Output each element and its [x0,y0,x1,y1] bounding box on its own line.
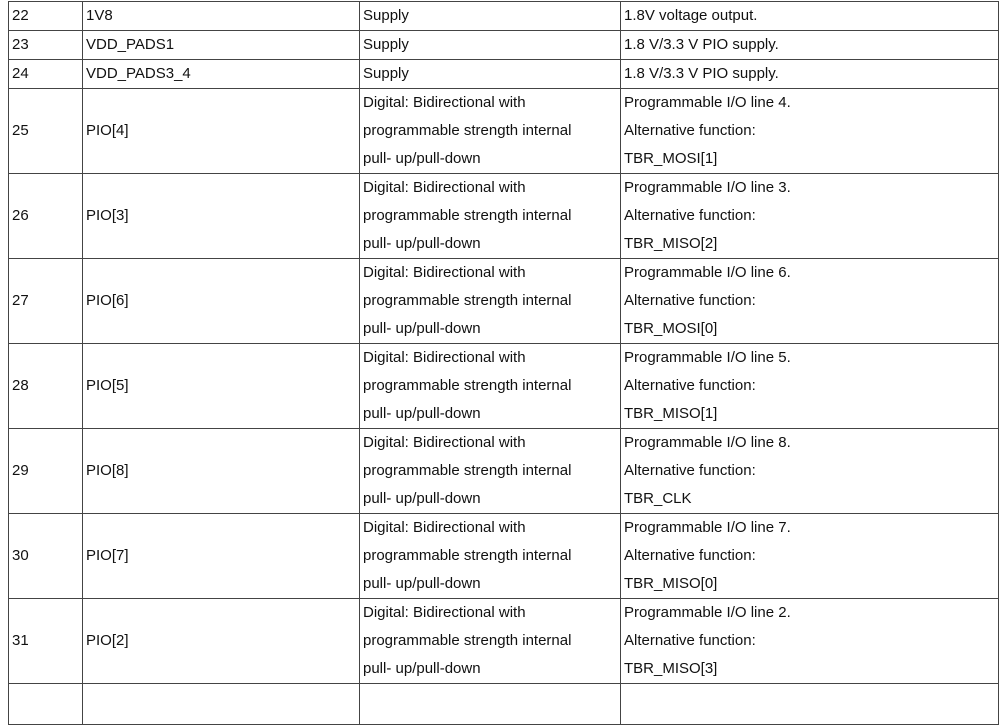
pin-name-cell: VDD_PADS3_4 [83,60,360,89]
table-row [9,60,999,89]
pad-type-line: Supply [363,36,409,53]
pad-type-cell [360,2,621,31]
pin-name-cell: PIO[8] [83,429,360,514]
pin-number-cell: 23 [9,31,83,60]
pad-type-line: pull- up/pull-down [363,660,481,677]
description-line: 1.8 V/3.3 V PIO supply. [624,65,779,82]
table-body [9,2,999,725]
description-cell [621,429,999,514]
pin-number-cell: 26 [9,174,83,259]
description-line: Programmable I/O line 7. [624,519,791,536]
description-line: TBR_MISO[0] [624,575,718,592]
pin-name-cell: PIO[4] [83,89,360,174]
description-cell [621,174,999,259]
pad-type-line: programmable strength internal [363,632,572,649]
pin-name-cell: VDD_PADS1 [83,31,360,60]
pin-name-cell: 1V8 [83,2,360,31]
description-line: Alternative function: [624,292,756,309]
pad-type-line: Digital: Bidirectional with [363,264,526,281]
description-cell [621,2,999,31]
pin-number-cell: 25 [9,89,83,174]
description-line: Alternative function: [624,632,756,649]
pin-name-cell: PIO[7] [83,514,360,599]
description-cell [621,31,999,60]
table-row [9,31,999,60]
description-cell [621,259,999,344]
table-row [9,599,999,684]
pad-type-line: programmable strength internal [363,122,572,139]
table-row [9,259,999,344]
table-row [9,344,999,429]
description-line: Programmable I/O line 2. [624,604,791,621]
pin-number-cell: 29 [9,429,83,514]
pad-type-line: Digital: Bidirectional with [363,179,526,196]
pad-type-cell [360,514,621,599]
pad-type-line: programmable strength internal [363,207,572,224]
pad-type-cell [360,259,621,344]
pad-type-line: Digital: Bidirectional with [363,94,526,111]
empty-cell [83,684,360,725]
table-row [9,2,999,31]
pin-number-cell: 28 [9,344,83,429]
description-line: 1.8 V/3.3 V PIO supply. [624,36,779,53]
pin-number-cell: 30 [9,514,83,599]
description-line: Alternative function: [624,207,756,224]
description-line: TBR_MISO[3] [624,660,718,677]
pad-type-line: Supply [363,65,409,82]
description-line: Programmable I/O line 3. [624,179,791,196]
pad-type-line: programmable strength internal [363,462,572,479]
empty-cell [9,684,83,725]
pin-name-cell: PIO[2] [83,599,360,684]
pad-type-line: Digital: Bidirectional with [363,434,526,451]
description-line: Programmable I/O line 4. [624,94,791,111]
description-line: Alternative function: [624,122,756,139]
pin-name-cell: PIO[6] [83,259,360,344]
table-row [9,514,999,599]
description-line: TBR_MISO[1] [624,405,718,422]
description-line: 1.8V voltage output. [624,7,758,24]
pad-type-line: pull- up/pull-down [363,405,481,422]
pin-number-cell: 31 [9,599,83,684]
empty-cell [360,684,621,725]
pin-number-cell: 22 [9,2,83,31]
pad-type-cell [360,344,621,429]
description-cell [621,344,999,429]
description-line: TBR_MOSI[1] [624,150,718,167]
pad-type-line: pull- up/pull-down [363,320,481,337]
pad-type-cell [360,599,621,684]
description-line: Programmable I/O line 8. [624,434,791,451]
description-cell [621,89,999,174]
pin-name-cell: PIO[5] [83,344,360,429]
pad-type-line: pull- up/pull-down [363,235,481,252]
description-line: TBR_CLK [624,490,692,507]
pad-type-line: Digital: Bidirectional with [363,349,526,366]
description-line: TBR_MOSI[0] [624,320,718,337]
description-line: TBR_MISO[2] [624,235,718,252]
pin-name-cell: PIO[3] [83,174,360,259]
description-line: Programmable I/O line 5. [624,349,791,366]
pad-type-line: Supply [363,7,409,24]
pad-type-line: Digital: Bidirectional with [363,519,526,536]
description-line: Programmable I/O line 6. [624,264,791,281]
pad-type-line: pull- up/pull-down [363,490,481,507]
description-line: Alternative function: [624,547,756,564]
pad-type-line: pull- up/pull-down [363,150,481,167]
description-line: Alternative function: [624,462,756,479]
pad-type-cell [360,89,621,174]
pad-type-cell [360,174,621,259]
description-cell [621,60,999,89]
pad-type-line: pull- up/pull-down [363,575,481,592]
pad-type-cell [360,429,621,514]
pad-type-cell [360,31,621,60]
description-cell [621,514,999,599]
table-row [9,174,999,259]
pad-type-line: programmable strength internal [363,292,572,309]
pin-description-table [8,1,999,725]
description-line: Alternative function: [624,377,756,394]
description-cell [621,599,999,684]
pin-number-cell: 24 [9,60,83,89]
table-row [9,89,999,174]
pad-type-cell [360,60,621,89]
pad-type-line: programmable strength internal [363,377,572,394]
pad-type-line: programmable strength internal [363,547,572,564]
pad-type-line: Digital: Bidirectional with [363,604,526,621]
table-row-partial [9,684,999,725]
empty-cell [621,684,999,725]
table-row [9,429,999,514]
pin-number-cell: 27 [9,259,83,344]
